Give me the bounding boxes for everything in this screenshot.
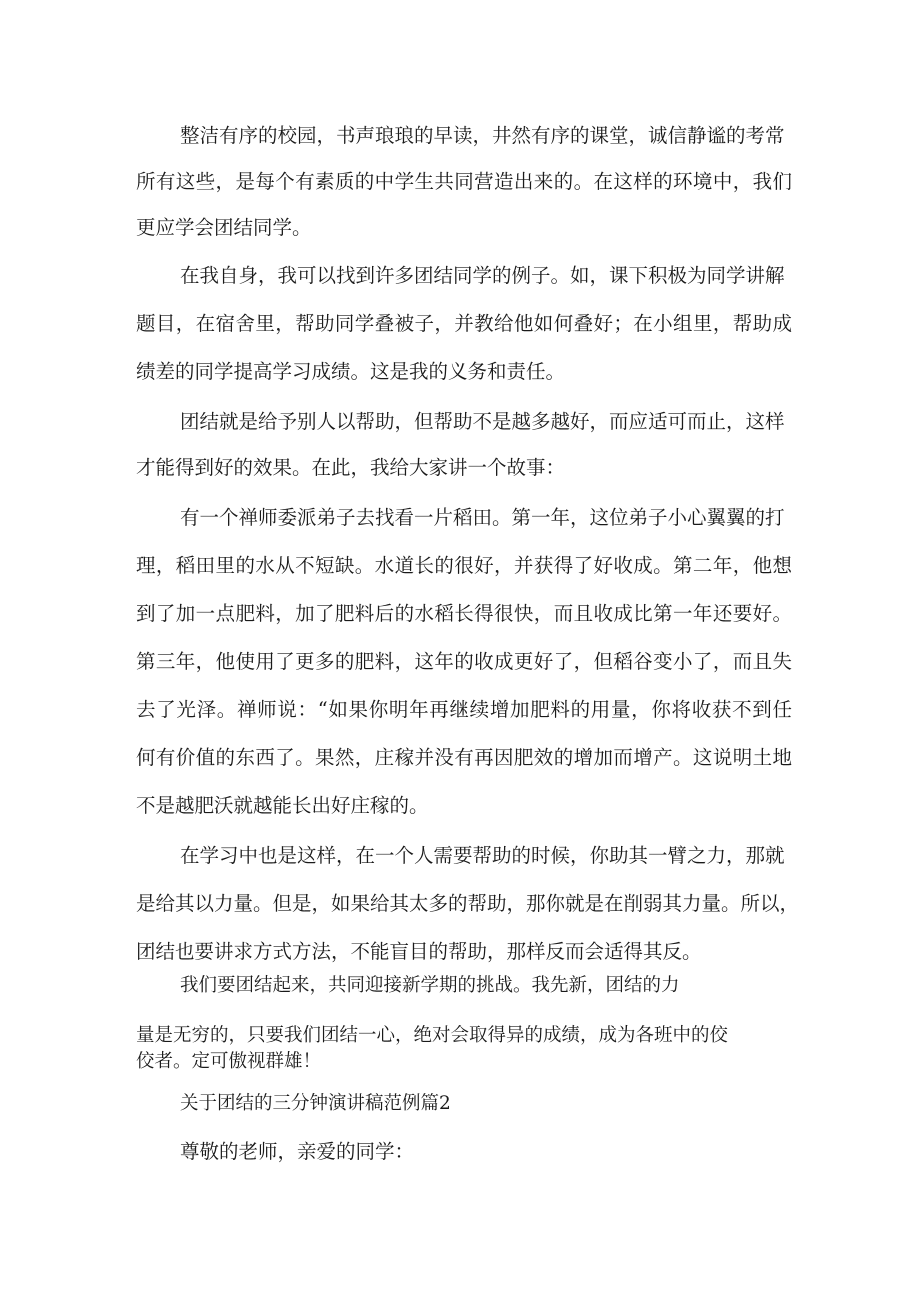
paragraph-6-line-2: 量是无穷的，只要我们团结一心，绝对会取得异的成绩，成为各班中的佼	[136, 1025, 729, 1046]
section-heading: 关于团结的三分钟演讲稿范例篇2	[180, 1093, 451, 1114]
paragraph-5-line-2: 是给其以力量。但是，如果给其太多的帮助，那你就是在削弱其力量。所以，	[136, 892, 800, 915]
paragraph-1-line-2: 所有这些，是每个有素质的中学生共同营造出来的。在这样的环境中，我们	[136, 170, 792, 193]
paragraph-4-line-2: 理，稻田里的水从不短缺。水道长的很好，并获得了好收成。第二年，他想	[136, 554, 792, 577]
paragraph-2-line-3: 绩差的同学提高学习成绩。这是我的义务和责任。	[136, 360, 566, 383]
paragraph-4-line-4: 第三年，他使用了更多的肥料，这年的收成更好了，但稻谷变小了，而且失	[136, 650, 792, 673]
paragraph-2-line-2: 题目，在宿舍里，帮助同学叠被子，并教给他如何叠好；在小组里，帮助成	[136, 312, 792, 335]
paragraph-3-line-2: 才能得到好的效果。在此，我给大家讲一个故事：	[136, 456, 566, 479]
paragraph-4-line-1: 有一个禅师委派弟子去找看一片稻田。第一年，这位弟子小心翼翼的打	[180, 506, 785, 529]
paragraph-2-line-1: 在我自身，我可以找到许多团结同学的例子。如，课下积极为同学讲解	[180, 264, 785, 287]
paragraph-1-line-3: 更应学会团结同学。	[136, 216, 312, 239]
paragraph-6-line-3: 佼者。定可傲视群雄！	[136, 1051, 322, 1072]
paragraph-5-line-1: 在学习中也是这样，在一个人需要帮助的时候，你助其一臂之力，那就	[180, 844, 785, 867]
paragraph-4-line-5: 去了光泽。禅师说：“如果你明年再继续增加肥料的用量，你将收获不到任	[136, 698, 792, 721]
paragraph-4-line-6: 何有价值的东西了。果然，庄稼并没有再因肥效的增加而增产。这说明土地	[136, 746, 792, 769]
paragraph-6-line-1: 我们要团结起来，共同迎接新学期的挑战。我先新，团结的力	[180, 975, 680, 996]
paragraph-5-line-3: 团结也要讲求方式方法，不能盲目的帮助，那样反而会适得其反。	[136, 940, 702, 963]
paragraph-1-line-1: 整洁有序的校园，书声琅琅的早读，井然有序的课堂，诚信静谧的考常	[180, 124, 785, 147]
paragraph-4-line-3: 到了加一点肥料，加了肥料后的水稻长得很快，而且收成比第一年还要好。	[136, 602, 792, 625]
greeting-line: 尊敬的老师，亲爱的同学：	[180, 1140, 415, 1163]
paragraph-4-line-7: 不是越肥沃就越能长出好庄稼的。	[136, 794, 429, 817]
paragraph-3-line-1: 团结就是给予别人以帮助，但帮助不是越多越好，而应适可而止，这样	[180, 410, 785, 433]
